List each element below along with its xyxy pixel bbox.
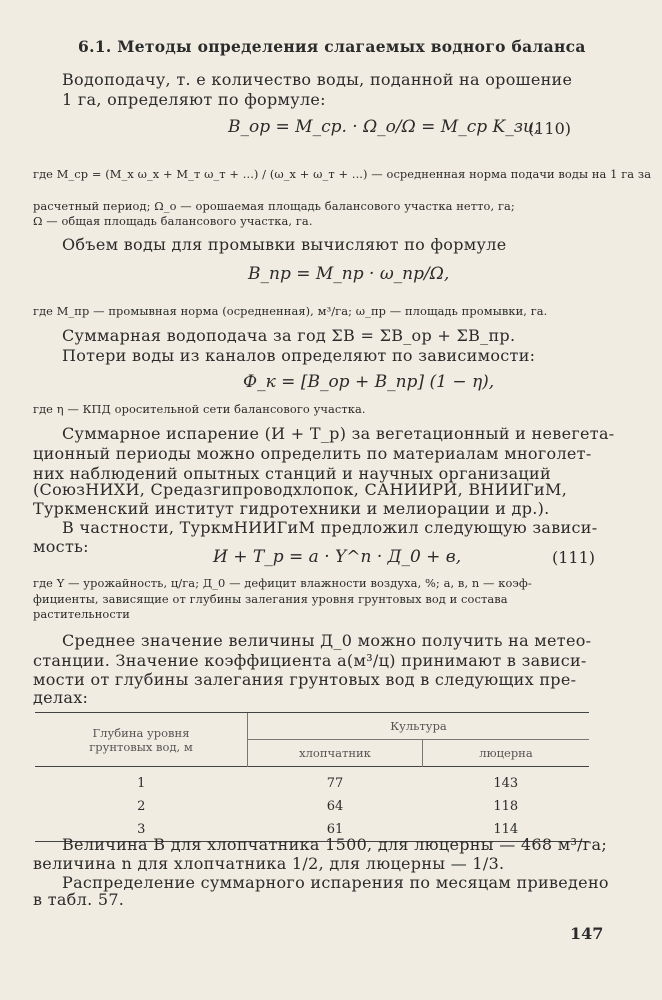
table-cell-cotton: 61 xyxy=(248,818,423,842)
section-heading: 6.1. Методы определения слагаемых водного баланса xyxy=(78,37,586,56)
table-cell-alfalfa: 118 xyxy=(493,799,519,814)
paragraph-6-line-4: делах: xyxy=(33,688,89,707)
definition-2: где M_пр — промывная норма (осредненная), м³/га; ω_пр — площадь промывки, га. xyxy=(33,304,548,318)
paragraph-5-line-2: мость: xyxy=(33,537,89,556)
definition-3: где η — КПД оросительной сети балансового участка. xyxy=(33,402,366,416)
table-row xyxy=(35,795,589,818)
table-cell-depth: 2 xyxy=(137,799,146,814)
definition-1-line-3: Ω — общая площадь балансового участка, га. xyxy=(33,214,313,228)
table-header-depth: Глубина уровня грунтовых вод, м xyxy=(35,713,248,767)
paragraph-1-line-1: Водоподачу, т. е количество воды, поданной на орошение xyxy=(62,70,573,89)
equation-111-number: (111) xyxy=(552,548,596,567)
definition-1-line-1: где M_ср = (M_x ω_x + M_т ω_т + ...) / (ω_x + ω_т + ...) — осредненная норма подачи воды на 1 га за xyxy=(33,167,652,181)
equation-110: B_ор = M_ср. · Ω_о/Ω = M_ср K_зи, xyxy=(228,117,540,137)
paragraph-4-line-4: (СоюзНИХИ, Средазгипроводхлопок, САНИИРИ, ВНИИГиМ, xyxy=(33,480,568,499)
paragraph-4-line-1: Суммарное испарение (И + T_р) за вегетационный и невегета- xyxy=(62,424,615,443)
equation-111: И + T_р = a · Y^n · Д_0 + в, xyxy=(213,547,462,567)
paragraph-8-line-2: в табл. 57. xyxy=(33,890,125,909)
table-cell-alfalfa: 114 xyxy=(423,818,590,842)
table-cell-cotton: 77 xyxy=(326,776,344,791)
table-cell-cotton: 64 xyxy=(326,799,344,814)
table-header-cotton: хлопчатник xyxy=(248,740,423,767)
paragraph-2: Объем воды для промывки вычисляют по формуле xyxy=(62,235,507,254)
paragraph-3-line-1: Суммарная водоподача за год ΣB = ΣB_ор + ΣB_пр. xyxy=(62,326,516,345)
table-header-alfalfa: люцерна xyxy=(423,740,590,767)
paragraph-6-line-2: станции. Значение коэффициента a(м³/ц) принимают в зависи- xyxy=(33,651,587,670)
paragraph-7-line-2: величина n для хлопчатника 1/2, для люцерны — 1/3. xyxy=(33,854,505,873)
paragraph-4-line-5: Туркменский институт гидротехники и мелиорации и др.). xyxy=(33,499,550,518)
table-cell-depth: 1 xyxy=(137,776,146,791)
definition-1-line-2: расчетный период; Ω_о — орошаемая площадь балансового участка нетто, га; xyxy=(33,199,515,213)
definition-4-line-2: фициенты, зависящие от глубины залегания уровня грунтовых вод и состава xyxy=(33,592,508,606)
paragraph-4-line-2: ционный периоды можно определить по материалам многолет- xyxy=(33,444,592,463)
paragraph-4-line-3: них наблюдений опытных станций и научных организаций xyxy=(33,464,551,483)
paragraph-6-line-3: мости от глубины залегания грунтовых вод в следующих пре- xyxy=(33,670,577,689)
equation-110-number: (110) xyxy=(528,119,572,138)
paragraph-1-line-2: 1 га, определяют по формуле: xyxy=(62,90,326,109)
definition-4-line-1: где Y — урожайность, ц/га; Д_0 — дефицит влажности воздуха, %; а, в, n — коэф- xyxy=(33,576,532,590)
definition-4-line-3: растительности xyxy=(33,607,130,621)
paragraph-7-line-1: Величина B для хлопчатника 1500, для люцерны — 468 м³/га; xyxy=(62,835,608,854)
paragraph-6-line-1: Среднее значение величины Д_0 можно получить на метео- xyxy=(62,631,592,650)
table-cell-alfalfa: 143 xyxy=(493,776,519,791)
paragraph-3-line-2: Потери воды из каналов определяют по зависимости: xyxy=(62,346,536,365)
page-number: 147 xyxy=(570,924,604,943)
table-header-culture: Культура xyxy=(248,713,590,740)
equation-loss: Ф_к = [B_ор + B_пр] (1 − η), xyxy=(243,372,495,392)
paragraph-8-line-1: Распределение суммарного испарения по месяцам приведено xyxy=(62,873,609,892)
coefficient-table xyxy=(35,712,589,842)
equation-wash: B_пр = M_пр · ω_пр/Ω, xyxy=(248,264,450,284)
paragraph-5-line-1: В частности, ТуркмНИИГиМ предложил следующую зависи- xyxy=(62,518,598,537)
table-cell-depth: 3 xyxy=(35,818,248,842)
table-row xyxy=(35,767,589,796)
